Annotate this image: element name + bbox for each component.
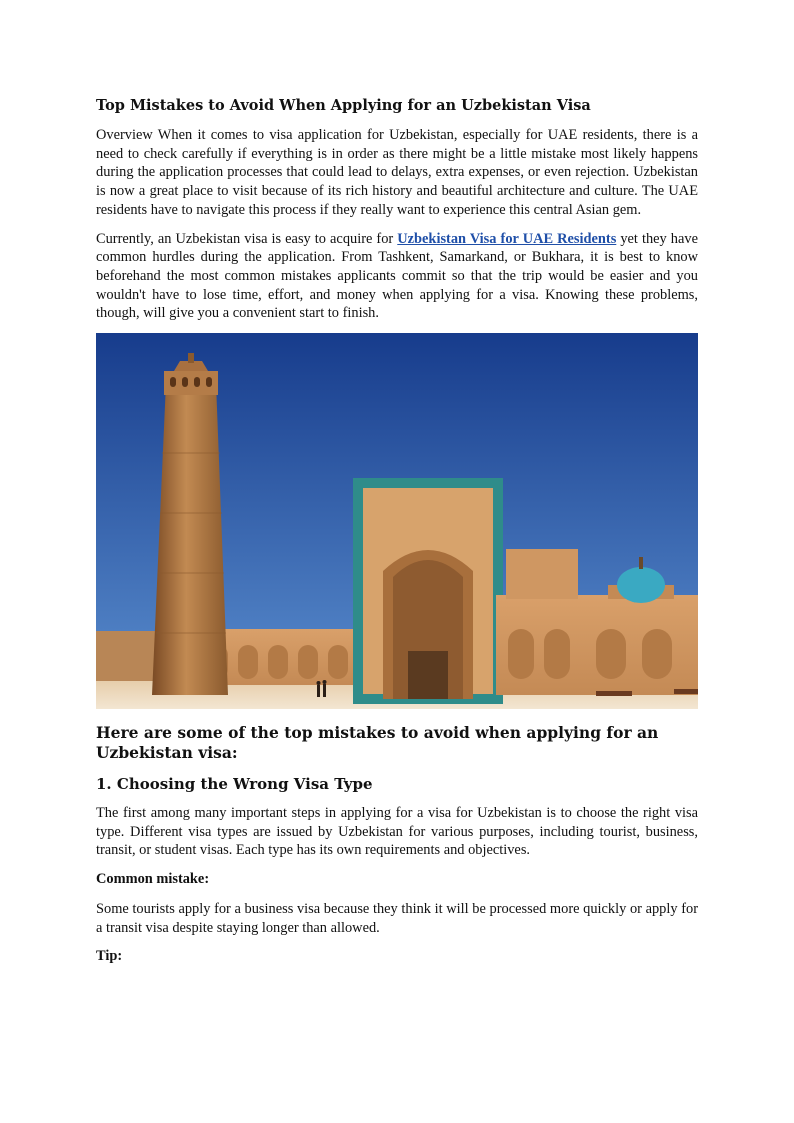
common-mistake-paragraph: Some tourists apply for a business visa because they think it will be processed more quickly or apply for a transit visa despite staying longer than allowed. [96, 900, 698, 936]
second-paragraph-end: yet they have common hurdles during the application. From Tashkent, Samarkand, or Bukhara, it is best to know beforehand the most common mistakes applicants commit so that the trip would be easier and you wouldn't have to lose time, effort, and money when applying for a visa. Knowing these problems, though, will give you a convenient start to finish. [96, 230, 698, 322]
document-page [96, 96, 698, 977]
mistake-1-paragraph: The first among many important steps in applying for a visa for Uzbekistan is to choose the right visa type. Different visa types are issued by Uzbekistan for various purposes, including tourist, business, transit, or student visas. Each type has its own requirements and objectives. [96, 805, 698, 859]
common-mistake-label: Common mistake: [96, 871, 210, 888]
tip-label: Tip: [96, 948, 123, 965]
intro-paragraph: Overview When it comes to visa application for Uzbekistan, especially for UAE residents, there is a need to check carefully if everything is in order as there might be a little mistake most likely happens during the application processes that could lead to delays, extra expenses, or even rejection. Uzbekistan is now a great place to visit because of its rich history and beautiful architecture and culture. The UAE residents have to navigate this process if they really want to experience this central Asian gem. [96, 127, 698, 218]
mistake-1-heading: 1. Choosing the Wrong Visa Type [96, 775, 373, 794]
document-title: Top Mistakes to Avoid When Applying for an Uzbekistan Visa [96, 97, 591, 114]
second-paragraph [96, 230, 698, 324]
bukhara-kalyan-minaret-photo [96, 333, 698, 709]
second-paragraph-start: Currently, an Uzbekistan visa is easy to acquire for [96, 230, 398, 247]
mistakes-section-heading: Here are some of the top mistakes to avoid when applying for an Uzbekistan visa: [96, 723, 659, 763]
uzbekistan-visa-uae-link[interactable]: Uzbekistan Visa for UAE Residents [397, 230, 617, 247]
